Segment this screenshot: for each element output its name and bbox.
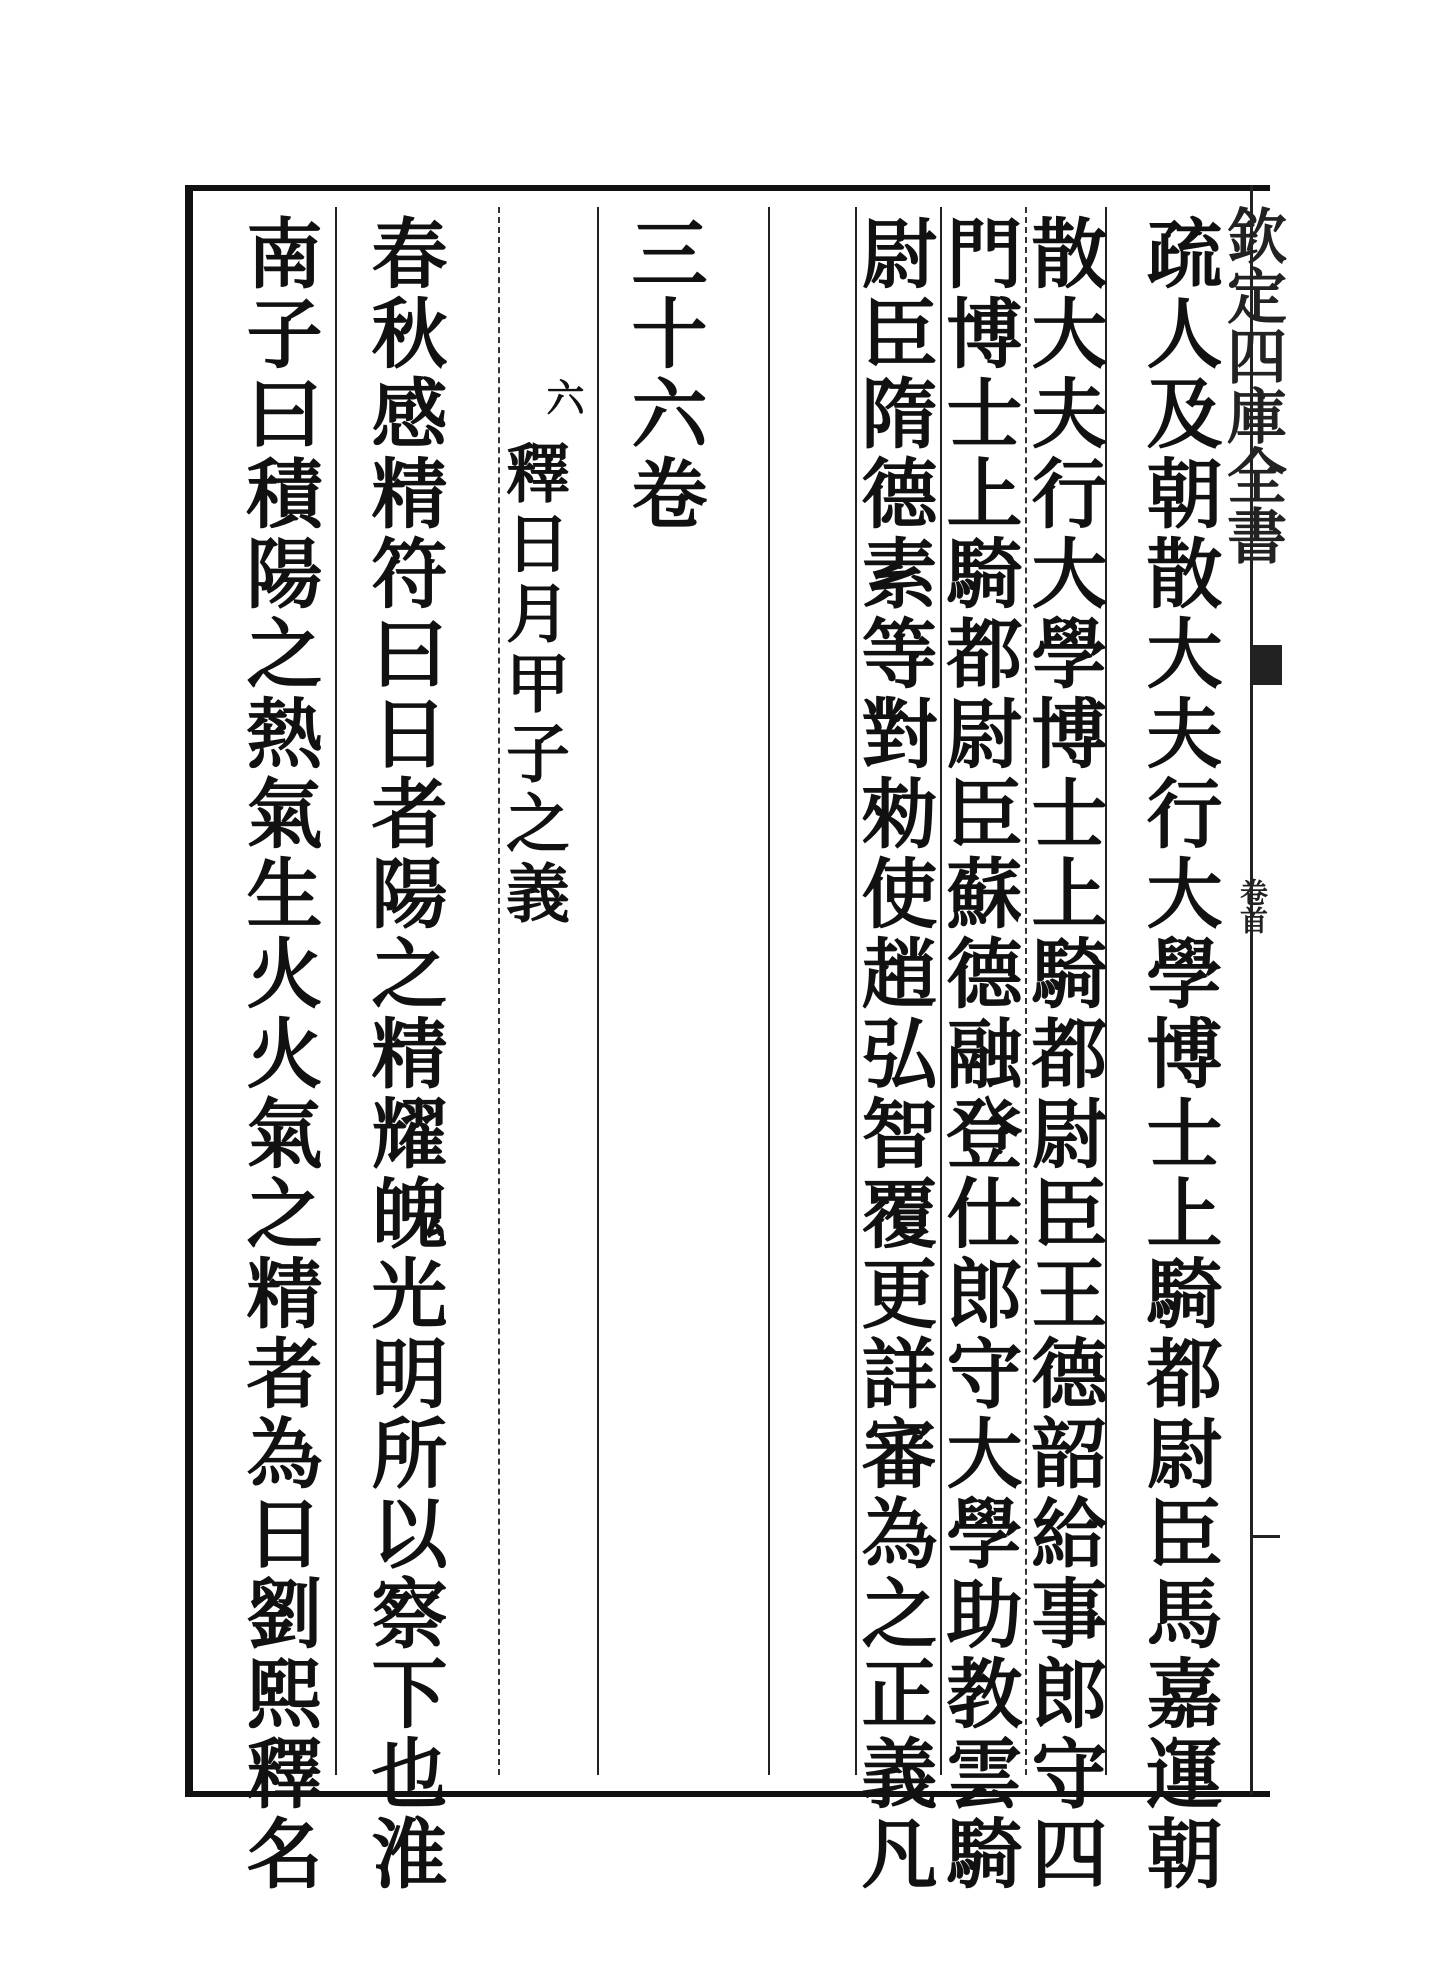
margin-tick	[1250, 1535, 1280, 1538]
text-column-2: 散大夫行大學博士上騎都尉臣王德韶給事郎守四	[1019, 214, 1108, 1894]
book-title: 欽定四庫全書	[1217, 205, 1287, 565]
text-column-1: 疏人及朝散大夫行大學博士上騎都尉臣馬嘉運朝	[1134, 214, 1223, 1894]
column-rule	[597, 207, 599, 1775]
text-column-7: 南子曰積陽之熱氣生火火氣之精者為日劉熙釋名	[234, 214, 323, 1894]
section-heading: 釋日月甲子之義	[495, 440, 570, 930]
juan-label: 卷首	[1236, 878, 1269, 934]
text-column-3: 門博士上騎都尉臣蘇德融登仕郎守大學助教雲騎	[934, 214, 1023, 1894]
section-number: 六	[540, 378, 585, 416]
text-column-5: 三十六卷	[619, 214, 708, 534]
text-column-4: 尉臣隋德素等對勑使趙弘智覆更詳審為之正義凡	[849, 214, 938, 1894]
text-column-6: 春秋感精符曰日者陽之精耀魄光明所以察下也淮	[359, 214, 448, 1894]
column-rule	[335, 207, 337, 1775]
column-rule	[768, 207, 770, 1775]
fish-tail-mark	[1252, 645, 1282, 685]
